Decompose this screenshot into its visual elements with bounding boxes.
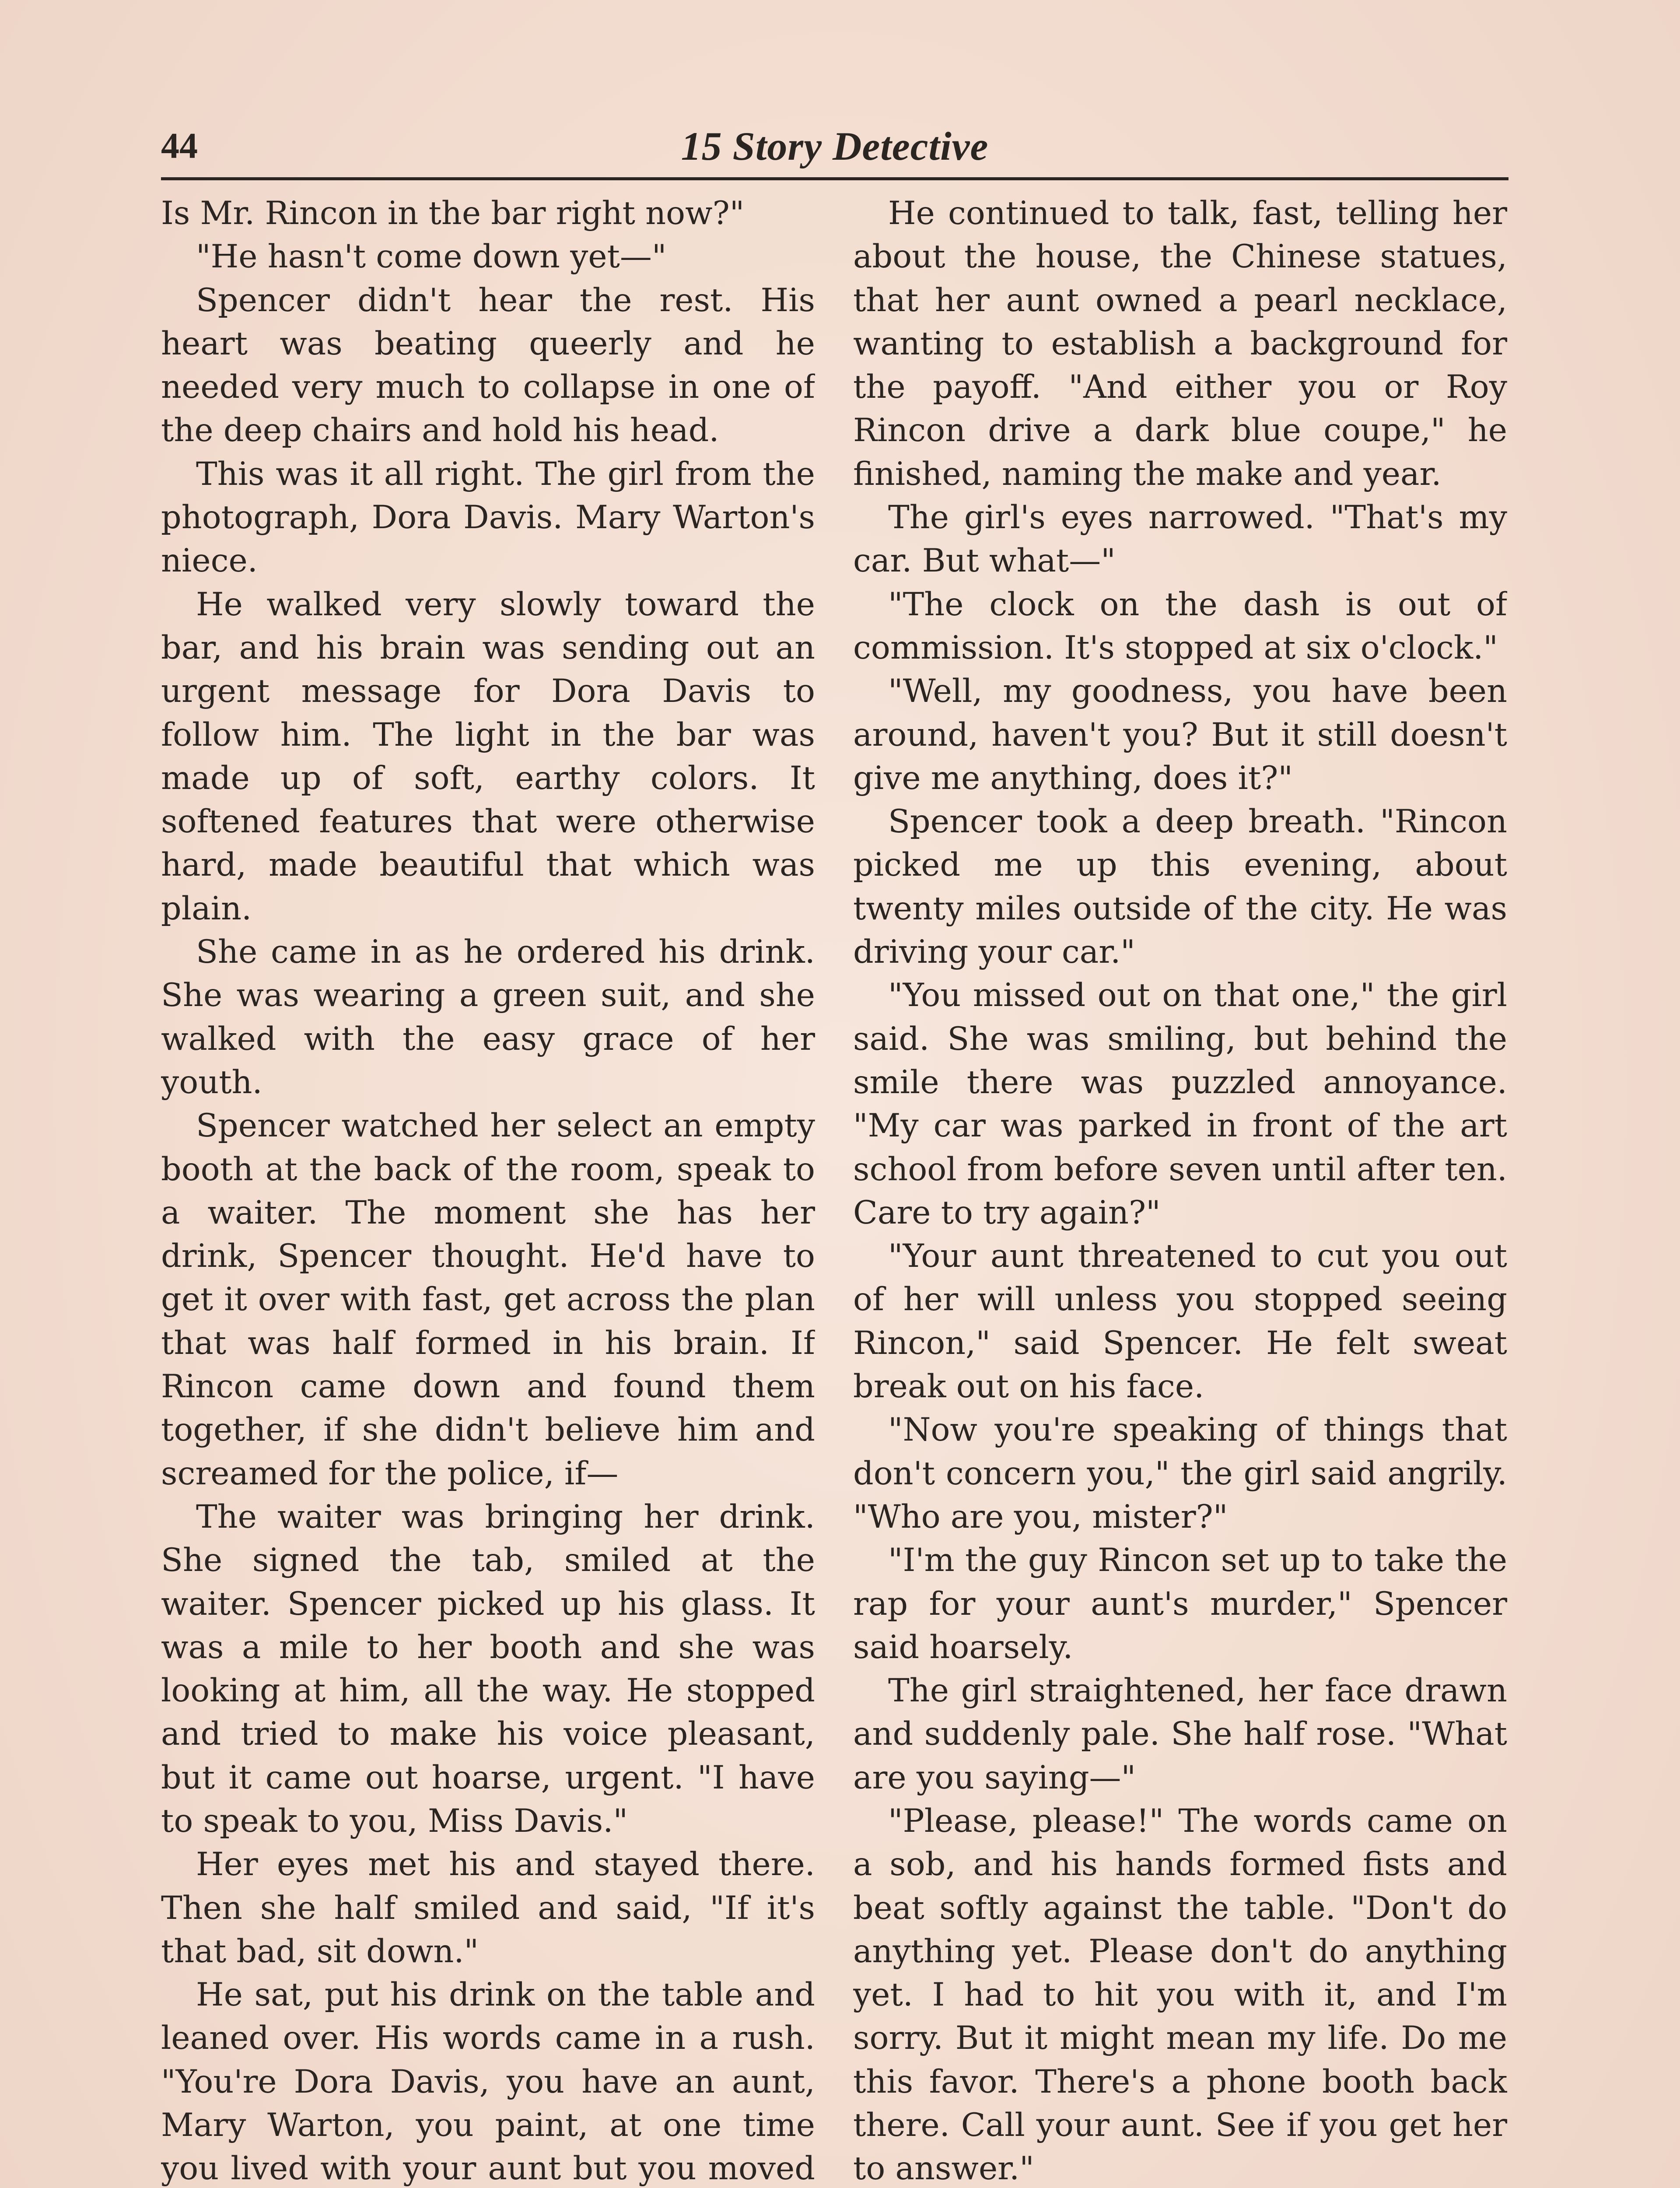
- paragraph: "Now you're speaking of things that don't concern you," the girl said angrily. "Who are you, mister?": [853, 1411, 1507, 1536]
- paragraph: "You missed out on that one," the girl said. She was smiling, but behind the smile there was puzzled annoyance. "My car was parked in front of the art school from before seven until after ten. Care to try again?": [853, 977, 1507, 1231]
- paragraph: The girl straightened, her face drawn and suddenly pale. She half rose. "What are you saying—": [853, 1672, 1507, 1796]
- page-number: 44: [161, 126, 198, 166]
- magazine-title: 15 Story Detective: [681, 124, 989, 168]
- paragraph: Her eyes met his and stayed there. Then she half smiled and said, "If it's that bad, sit down.": [161, 1846, 815, 1970]
- paragraph: Spencer took a deep breath. "Rincon picked me up this evening, about twenty miles outside of the city. He was driving your car.": [853, 803, 1507, 971]
- page-header: [161, 122, 1508, 174]
- paragraph: Spencer watched her select an empty booth at the back of the room, speak to a waiter. The moment she has her drink, Spencer thought. He'd have to get it over with fast, get across the plan that was half formed in his brain. If Rincon came down and found them together, if she didn't believe him and screamed for the police, if—: [161, 1107, 815, 1492]
- paragraph: He sat, put his drink on the table and leaned over. His words came in a rush. "You're Dora Davis, you have an aunt, Mary Warton, you paint, at one time you lived with your aunt but you moved: [161, 1976, 815, 2188]
- paragraph: "Please, please!" The words came on a sob, and his hands formed fists and beat softly against the table. "Don't do anything yet. Please don't do anything yet. I had to hit you with it, and I'm sorry. But it might mean my life. Do me this favor. There's a phone booth back there. Call your aunt. See if you get her to answer.": [853, 1802, 1507, 2188]
- paragraph: Spencer didn't hear the rest. His heart was beating queerly and he needed very much to collapse in one of the deep chairs and hold his head.: [161, 281, 815, 449]
- paragraph: The girl's eyes narrowed. "That's my car. But what—": [853, 499, 1507, 580]
- paragraph: He walked very slowly toward the bar, and his brain was sending out an urgent message for Dora Davis to follow him. The light in the bar was made up of soft, earthy colors. It softened features that were otherwise hard, made beautiful that which was plain.: [161, 586, 815, 927]
- paragraph: "He hasn't come down yet—": [196, 238, 667, 276]
- paragraph: "The clock on the dash is out of commission. It's stopped at six o'clock.": [853, 586, 1507, 666]
- left-column: [161, 192, 815, 2188]
- header-rule: [161, 177, 1508, 180]
- paragraph: "Well, my goodness, you have been around, haven't you? But it still doesn't give me anything, does it?": [853, 673, 1507, 797]
- paragraph: She came in as he ordered his drink. She was wearing a green suit, and she walked with the easy grace of her youth.: [161, 933, 815, 1101]
- right-column: [853, 192, 1507, 2188]
- paragraph: This was it all right. The girl from the photograph, Dora Davis. Mary Warton's niece.: [161, 455, 815, 580]
- paragraph: The waiter was bringing her drink. She signed the tab, smiled at the waiter. Spencer picked up his glass. It was a mile to her booth and she was looking at him, all the way. He stopped and tried to make his voice pleasant, but it came out hoarse, urgent. "I have to speak to you, Miss Davis.": [161, 1498, 815, 1840]
- paragraph: He continued to talk, fast, telling her about the house, the Chinese statues, that her aunt owned a pearl necklace, wanting to establish a background for the payoff. "And either you or Roy Rincon drive a dark blue coupe," he finished, naming the make and year.: [853, 195, 1507, 493]
- paragraph: Is Mr. Rincon in the bar right now?": [161, 195, 745, 232]
- paragraph: "I'm the guy Rincon set up to take the rap for your aunt's murder," Spencer said hoarsely.: [853, 1542, 1507, 1666]
- paragraph: "Your aunt threatened to cut you out of her will unless you stopped seeing Rincon," said Spencer. He felt sweat break out on his face.: [853, 1238, 1507, 1406]
